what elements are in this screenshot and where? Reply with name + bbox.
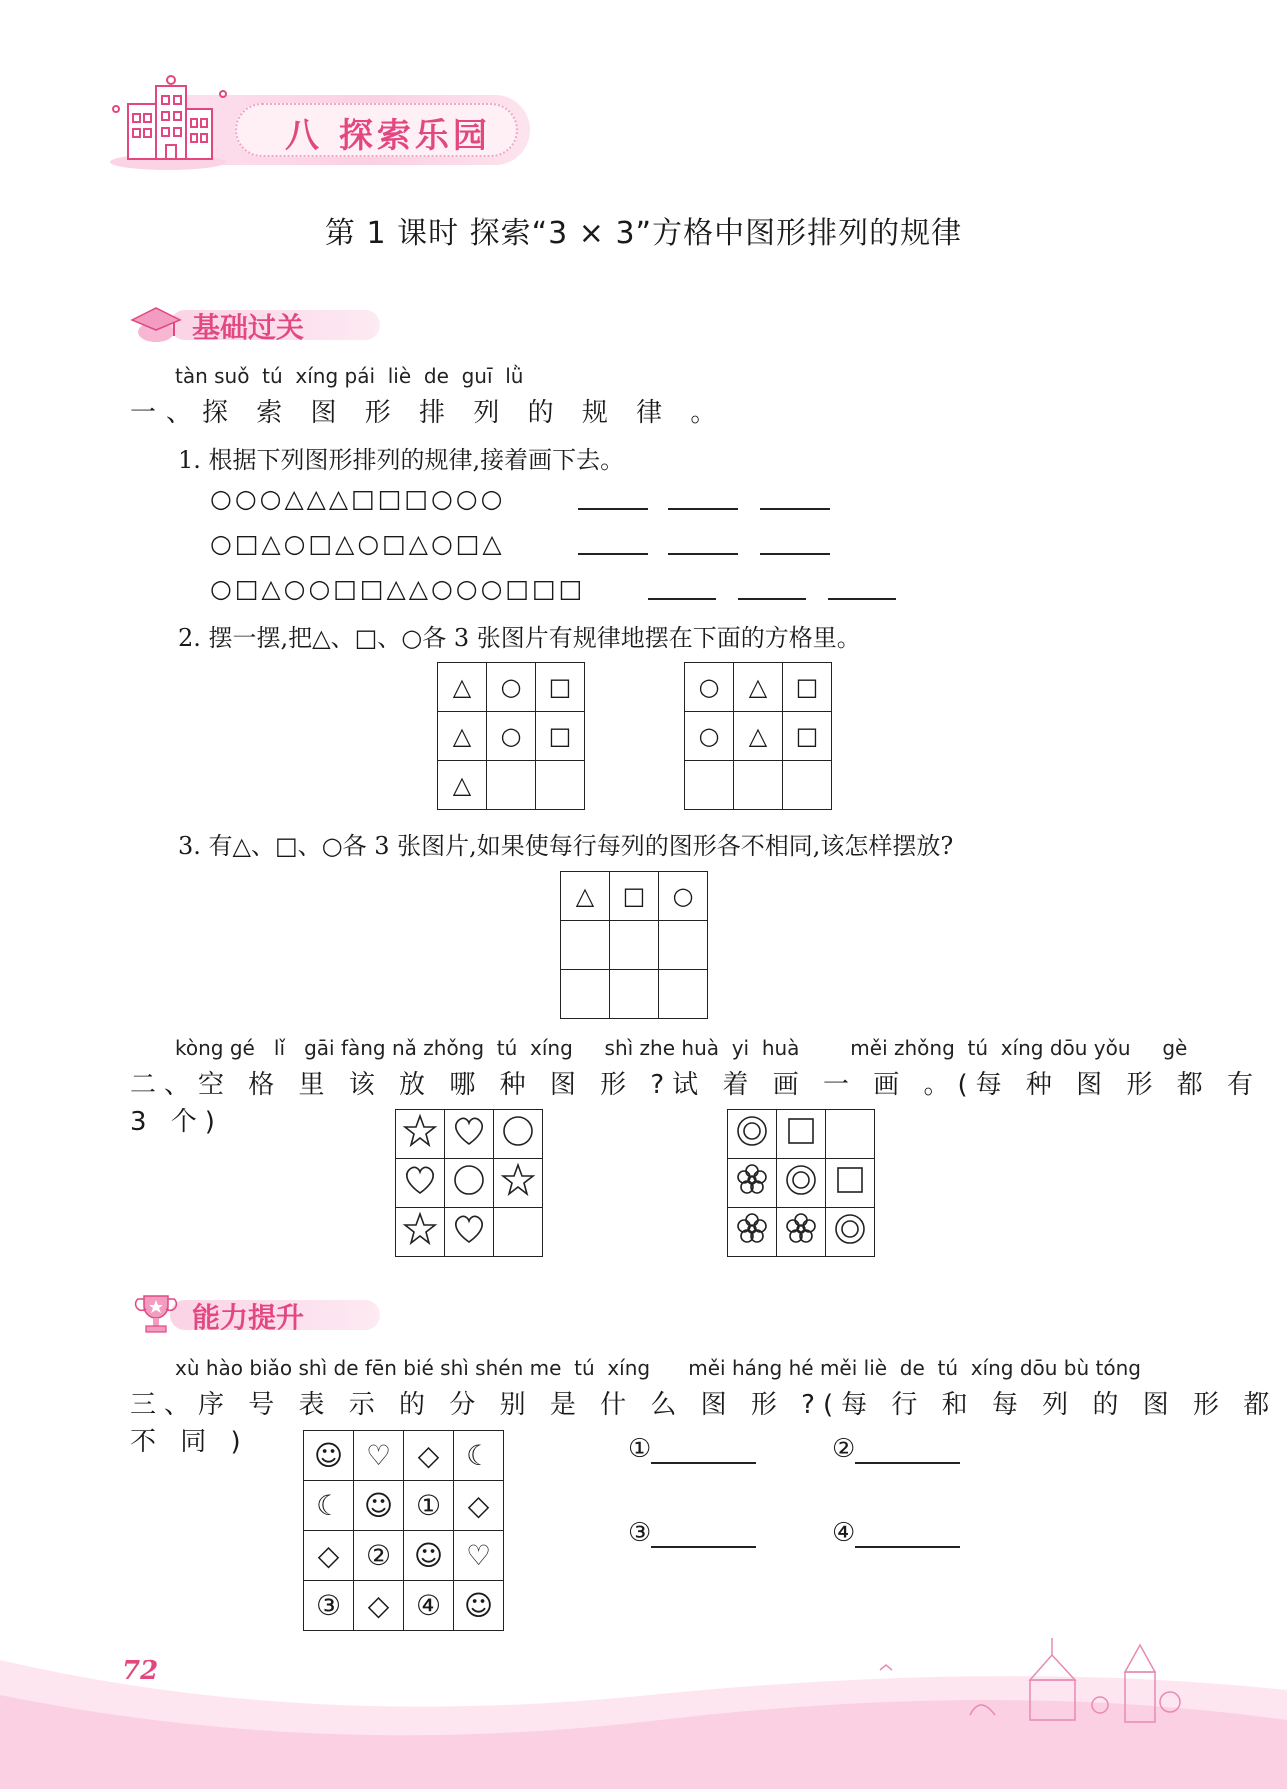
grid-cell[interactable] bbox=[826, 1159, 875, 1208]
grid-cell[interactable] bbox=[561, 970, 610, 1019]
answer-4 bbox=[832, 1518, 960, 1548]
answer-blank[interactable] bbox=[668, 484, 738, 510]
grid-cell[interactable] bbox=[396, 1159, 445, 1208]
footer-wave bbox=[0, 1600, 1287, 1789]
answer-3 bbox=[628, 1518, 756, 1548]
grid-cell[interactable]: ☾ bbox=[304, 1481, 354, 1531]
grid-q1-2a bbox=[437, 662, 585, 810]
grid-cell[interactable] bbox=[777, 1159, 826, 1208]
grid-cell[interactable]: ④ bbox=[404, 1581, 454, 1631]
chapter-title: 八 探索乐园 bbox=[285, 116, 491, 156]
sequence-row-1: ○○○△△△□□□○○○ bbox=[210, 484, 506, 513]
q1-pinyin: tàn suǒ tú xíng pái liè de guī lǜ bbox=[175, 364, 524, 388]
bullseye-icon bbox=[832, 1211, 868, 1247]
section-label-basic: 基础过关 bbox=[192, 311, 305, 344]
grid-cell[interactable]: ○ bbox=[487, 663, 536, 712]
grid-cell[interactable] bbox=[494, 1208, 543, 1257]
section-header-advanced bbox=[130, 1292, 430, 1334]
grid-cell[interactable]: ○ bbox=[685, 663, 734, 712]
heart-icon bbox=[402, 1162, 438, 1198]
answer-line[interactable] bbox=[855, 1440, 960, 1464]
grid-cell[interactable]: □ bbox=[536, 712, 585, 761]
star-icon bbox=[402, 1113, 438, 1149]
q3-pinyin: xù hào biǎo shì de fēn bié shì shén me tú xíng měi háng hé měi liè de tú xíng dōu bù tóng bbox=[175, 1356, 1141, 1380]
grid-cell[interactable] bbox=[826, 1110, 875, 1159]
grid-cell[interactable] bbox=[396, 1110, 445, 1159]
grid-cell[interactable] bbox=[728, 1208, 777, 1257]
grid-cell[interactable] bbox=[826, 1208, 875, 1257]
star-icon bbox=[500, 1162, 536, 1198]
grid-cell[interactable]: ○ bbox=[659, 872, 708, 921]
answer-line[interactable] bbox=[651, 1440, 756, 1464]
star-icon bbox=[402, 1211, 438, 1247]
grid-cell[interactable]: ☺ bbox=[404, 1531, 454, 1581]
grid-cell[interactable] bbox=[561, 921, 610, 970]
grid-cell[interactable] bbox=[728, 1159, 777, 1208]
grid-cell[interactable] bbox=[494, 1159, 543, 1208]
answer-number: ③ bbox=[628, 1518, 652, 1548]
grid-cell[interactable]: ② bbox=[354, 1531, 404, 1581]
grid-cell[interactable] bbox=[610, 921, 659, 970]
square-icon bbox=[832, 1162, 868, 1198]
grid-cell[interactable]: □ bbox=[783, 663, 832, 712]
graduation-cap-icon bbox=[130, 302, 182, 346]
answer-line[interactable] bbox=[855, 1524, 960, 1548]
heart-icon bbox=[451, 1113, 487, 1149]
grid-cell[interactable] bbox=[610, 970, 659, 1019]
grid-cell[interactable]: ○ bbox=[685, 712, 734, 761]
q2-pinyin: kòng gé lǐ gāi fàng nǎ zhǒng tú xíng shì zhe huà yi huà měi zhǒng tú xíng dōu yǒu gè bbox=[175, 1036, 1188, 1060]
square-icon bbox=[783, 1113, 819, 1149]
circle-icon bbox=[451, 1162, 487, 1198]
answer-blank[interactable] bbox=[760, 529, 830, 555]
trophy-icon bbox=[134, 1290, 178, 1336]
grid-cell[interactable]: ◇ bbox=[404, 1431, 454, 1481]
grid-cell[interactable]: ♡ bbox=[454, 1531, 504, 1581]
grid-cell[interactable] bbox=[777, 1110, 826, 1159]
grid-cell[interactable]: ☺ bbox=[354, 1481, 404, 1531]
grid-cell[interactable] bbox=[728, 1110, 777, 1159]
answer-number: ④ bbox=[832, 1518, 856, 1548]
grid-cell[interactable] bbox=[494, 1110, 543, 1159]
grid-cell[interactable]: △ bbox=[561, 872, 610, 921]
flower-icon bbox=[783, 1211, 819, 1247]
q1-sub1-text: 1. 根据下列图形排列的规律,接着画下去。 bbox=[178, 446, 625, 474]
flower-icon bbox=[734, 1211, 770, 1247]
answer-1 bbox=[628, 1434, 756, 1464]
grid-cell[interactable]: ♡ bbox=[354, 1431, 404, 1481]
grid-cell[interactable]: ◇ bbox=[454, 1481, 504, 1531]
answer-line[interactable] bbox=[651, 1524, 756, 1548]
answer-blank[interactable] bbox=[738, 574, 806, 600]
grid-cell[interactable]: ○ bbox=[487, 712, 536, 761]
bullseye-icon bbox=[783, 1162, 819, 1198]
grid-q1-3 bbox=[560, 871, 708, 1019]
page-number: 72 bbox=[122, 1656, 159, 1686]
flower-icon bbox=[734, 1162, 770, 1198]
q3-title: 三、序 号 表 示 的 分 别 是 什 么 图 形 ?(每 行 和 每 列 的 图 形 都 不 同 ) bbox=[130, 1390, 1278, 1457]
bullseye-icon bbox=[734, 1113, 770, 1149]
grid-cell[interactable] bbox=[659, 921, 708, 970]
grid-cell[interactable]: △ bbox=[734, 663, 783, 712]
grid-cell[interactable]: ◇ bbox=[304, 1531, 354, 1581]
answer-blank[interactable] bbox=[648, 574, 716, 600]
grid-cell[interactable] bbox=[777, 1208, 826, 1257]
answer-2 bbox=[832, 1434, 960, 1464]
grid-cell[interactable]: □ bbox=[783, 712, 832, 761]
building-icon bbox=[108, 74, 238, 174]
grid-cell[interactable] bbox=[445, 1208, 494, 1257]
grid-cell[interactable]: △ bbox=[438, 761, 487, 810]
grid-cell[interactable] bbox=[396, 1208, 445, 1257]
q1-sub3-text: 3. 有△、□、○各 3 张图片,如果使每行每列的图形各不相同,该怎样摆放? bbox=[178, 832, 954, 860]
grid-cell[interactable]: △ bbox=[734, 712, 783, 761]
grid-cell[interactable] bbox=[445, 1110, 494, 1159]
grid-cell[interactable] bbox=[783, 761, 832, 810]
grid-cell[interactable] bbox=[445, 1159, 494, 1208]
section-header-basic bbox=[130, 302, 430, 344]
grid-cell[interactable]: ☺ bbox=[304, 1431, 354, 1481]
grid-cell[interactable]: ◇ bbox=[354, 1581, 404, 1631]
q1-title: 一、探 索 图 形 排 列 的 规 律 。 bbox=[130, 398, 727, 428]
q1-sub2-text: 2. 摆一摆,把△、□、○各 3 张图片有规律地摆在下面的方格里。 bbox=[178, 624, 861, 652]
q2-title: 二、空 格 里 该 放 哪 种 图 形 ?试 着 画 一 画 。(每 种 图 形 都 有 3 个) bbox=[130, 1070, 1261, 1137]
circle-icon bbox=[500, 1113, 536, 1149]
sequence-row-3: ○□△○○□□△△○○○□□□ bbox=[210, 574, 586, 603]
grid-cell[interactable]: ① bbox=[404, 1481, 454, 1531]
answer-number: ① bbox=[628, 1434, 652, 1464]
answer-number: ② bbox=[832, 1434, 856, 1464]
grid-cell[interactable] bbox=[734, 761, 783, 810]
grid-cell[interactable]: △ bbox=[438, 712, 487, 761]
answer-blank[interactable] bbox=[760, 484, 830, 510]
grid-cell[interactable]: □ bbox=[536, 663, 585, 712]
grid-cell[interactable] bbox=[685, 761, 734, 810]
answer-blank[interactable] bbox=[578, 529, 648, 555]
grid-cell[interactable] bbox=[487, 761, 536, 810]
answer-blank[interactable] bbox=[668, 529, 738, 555]
sequence-row-2: ○□△○□△○□△○□△ bbox=[210, 529, 505, 558]
grid-cell[interactable] bbox=[659, 970, 708, 1019]
grid-cell[interactable]: ☾ bbox=[454, 1431, 504, 1481]
heart-icon bbox=[451, 1211, 487, 1247]
grid-cell[interactable]: □ bbox=[610, 872, 659, 921]
grid-q2a bbox=[395, 1109, 543, 1257]
grid-cell[interactable]: ☺ bbox=[454, 1581, 504, 1631]
answer-blank[interactable] bbox=[578, 484, 648, 510]
grid-cell[interactable]: ③ bbox=[304, 1581, 354, 1631]
answer-blank[interactable] bbox=[828, 574, 896, 600]
grid-cell[interactable]: △ bbox=[438, 663, 487, 712]
grid-q1-2b bbox=[684, 662, 832, 810]
grid-q2b bbox=[727, 1109, 875, 1257]
section-label-advanced: 能力提升 bbox=[192, 1301, 305, 1334]
lesson-title: 第 1 课时 探索“3 × 3”方格中图形排列的规律 bbox=[324, 216, 963, 251]
grid-cell[interactable] bbox=[536, 761, 585, 810]
